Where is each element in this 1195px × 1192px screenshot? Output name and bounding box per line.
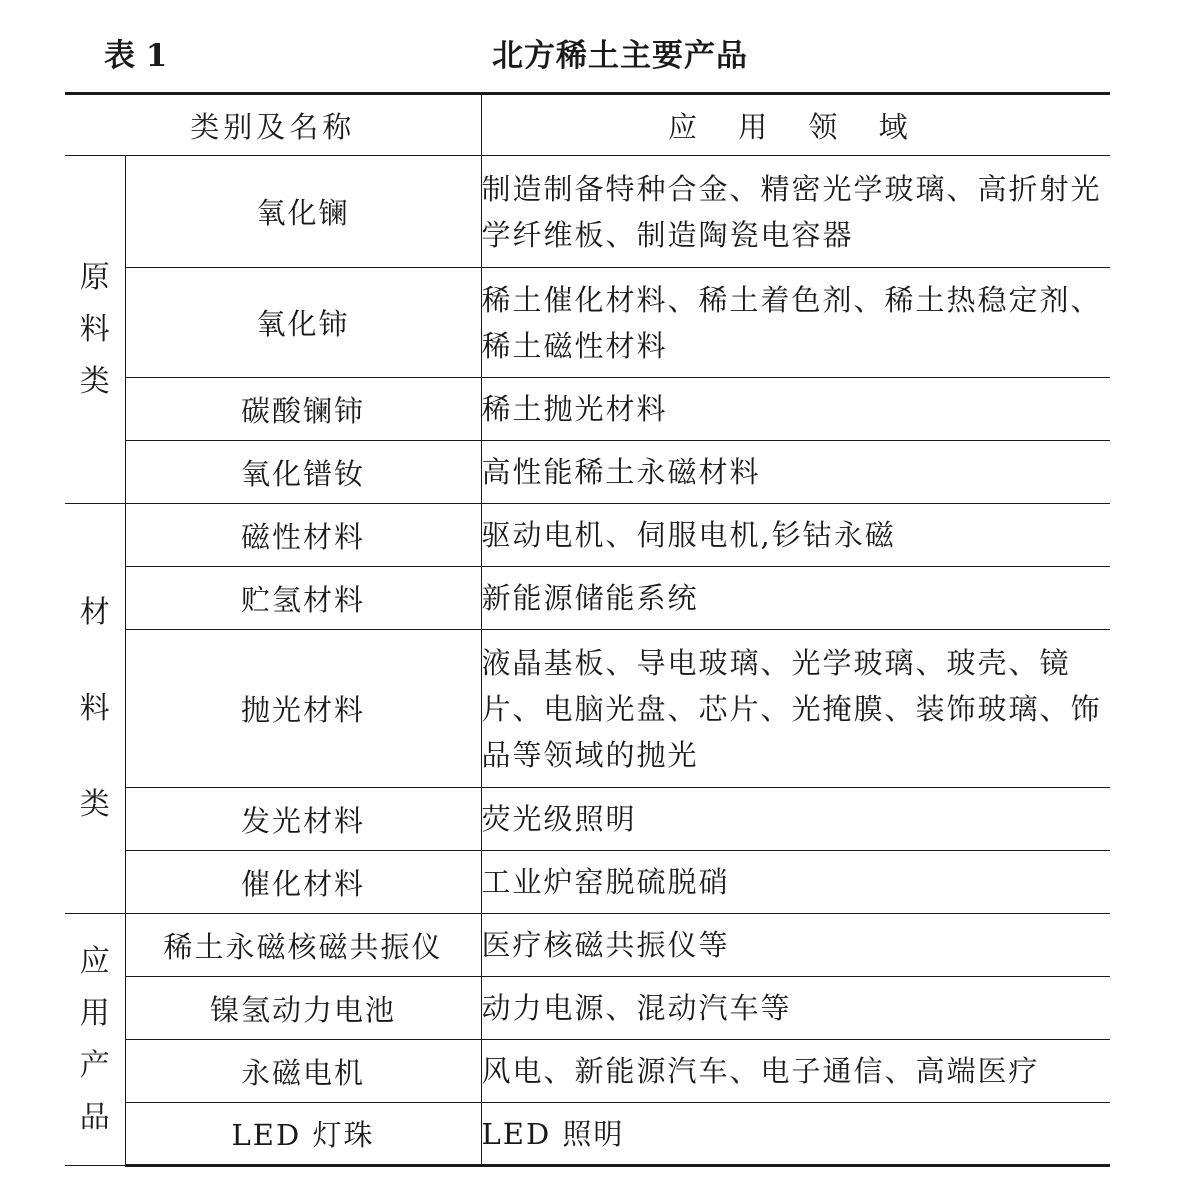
application-field: 动力电源、混动汽车等: [481, 977, 1110, 1040]
product-name: 氧化镨钕: [125, 441, 481, 504]
application-field: 驱动电机、伺服电机,钐钴永磁: [481, 504, 1110, 567]
product-name: 氧化铈: [125, 268, 481, 378]
header-row: [65, 94, 1110, 156]
table-row: [65, 504, 1110, 567]
table-row: [65, 914, 1110, 977]
product-name: 碳酸镧铈: [125, 378, 481, 441]
product-name: 催化材料: [125, 851, 481, 914]
table-row: [65, 788, 1110, 851]
application-field: 风电、新能源汽车、电子通信、高端医疗: [481, 1040, 1110, 1103]
table-title: 北方稀土主要产品: [492, 38, 748, 74]
application-field: 制造制备特种合金、精密光学玻璃、高折射光学纤维板、制造陶瓷电容器: [481, 156, 1110, 268]
application-field: 稀土抛光材料: [481, 378, 1110, 441]
group-label-materials: 材料类: [65, 504, 125, 914]
application-field: LED 照明: [481, 1103, 1110, 1166]
product-name: 抛光材料: [125, 630, 481, 788]
product-name: LED 灯珠: [125, 1103, 481, 1166]
table-row: [65, 1103, 1110, 1166]
application-field: 荧光级照明: [481, 788, 1110, 851]
header-application: 应 用 领 域: [481, 94, 1110, 156]
group-label-applied-products: 应用产品: [65, 914, 125, 1166]
application-field: 新能源储能系统: [481, 567, 1110, 630]
header-category: 类别及名称: [65, 94, 481, 156]
table-row: [65, 378, 1110, 441]
application-field: 高性能稀土永磁材料: [481, 441, 1110, 504]
table-caption: [0, 30, 1195, 80]
table-number: 表 1: [104, 38, 168, 74]
group-label-raw-materials: 原料类: [65, 156, 125, 504]
product-name: 磁性材料: [125, 504, 481, 567]
product-name: 永磁电机: [125, 1040, 481, 1103]
product-name: 发光材料: [125, 788, 481, 851]
product-name: 贮氢材料: [125, 567, 481, 630]
table-row: [65, 268, 1110, 378]
table-row: [65, 441, 1110, 504]
product-name: 氧化镧: [125, 156, 481, 268]
table-row: [65, 977, 1110, 1040]
table-row: [65, 156, 1110, 268]
table-row: [65, 1040, 1110, 1103]
application-field: 液晶基板、导电玻璃、光学玻璃、玻壳、镜片、电脑光盘、芯片、光掩膜、装饰玻璃、饰品等领域的抛光: [481, 630, 1110, 788]
table-row: [65, 851, 1110, 914]
application-field: 医疗核磁共振仪等: [481, 914, 1110, 977]
application-field: 稀土催化材料、稀土着色剂、稀土热稳定剂、稀土磁性材料: [481, 268, 1110, 378]
table-row: [65, 567, 1110, 630]
product-name: 稀土永磁核磁共振仪: [125, 914, 481, 977]
application-field: 工业炉窑脱硫脱硝: [481, 851, 1110, 914]
product-name: 镍氢动力电池: [125, 977, 481, 1040]
products-table: [65, 92, 1110, 1167]
table-row: [65, 630, 1110, 788]
